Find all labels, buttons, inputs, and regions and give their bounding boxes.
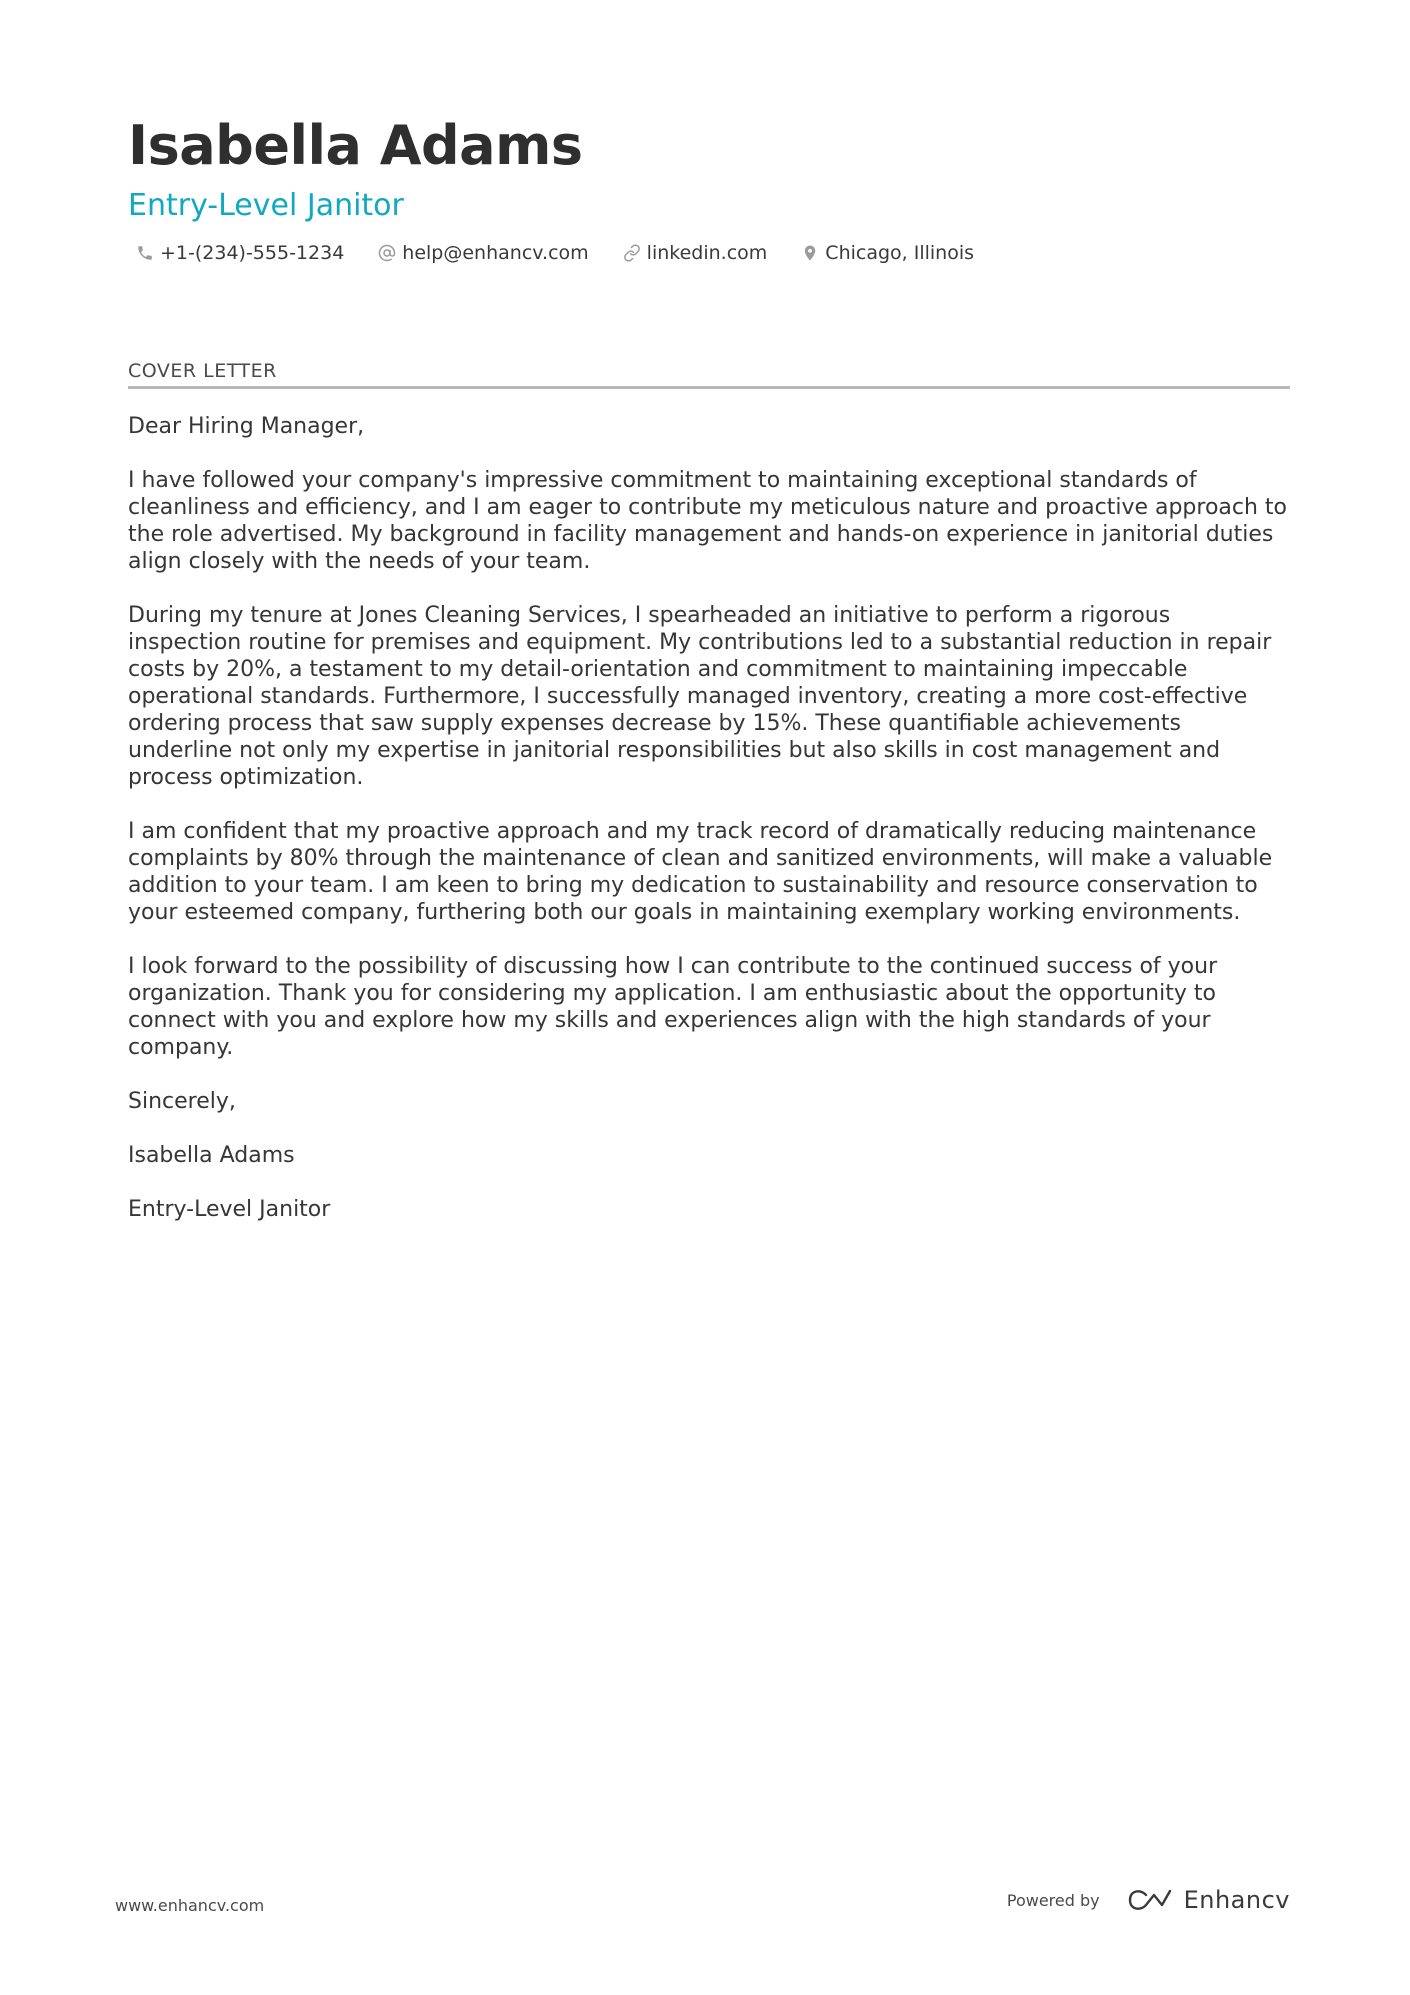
letter-paragraph: I have followed your company's impressive commitment to maintaining exceptional standards of cleanliness and efficiency, and I am eager to contribute my meticulous nature and proactive approach to the role advertised. My background in facility management and hands-on experience in janitorial duties align closely with the needs of your team. bbox=[128, 468, 1288, 574]
link-icon bbox=[623, 244, 641, 262]
letter-paragraph: During my tenure at Jones Cleaning Services, I spearheaded an initiative to perform a rigorous inspection routine for premises and equipment. My contributions led to a substantial reduction in repair costs by 20%, a testament to my detail-orientation and commitment to maintaining impeccable operational standards. Furthermore, I successfully managed inventory, creating a more cost-effective ordering process that saw supply expenses decrease by 15%. These quantifiable achievements underline not only my expertise in janitorial responsibilities but also skills in cost management and process optimization. bbox=[128, 603, 1272, 790]
location-pin-icon bbox=[801, 244, 819, 262]
brand-name: Enhancv bbox=[1183, 1886, 1290, 1914]
contact-info bbox=[128, 242, 1288, 264]
enhancv-logo-icon bbox=[1126, 1887, 1172, 1913]
letter-paragraph: I am confident that my proactive approach and my track record of dramatically reducing maintenance complaints by 80% through the maintenance of clean and sanitized environments, will make a valuable addition to your team. I am keen to bring my dedication to sustainability and resource conservation to your esteemed company, furthering both our goals in maintaining exemplary working environments. bbox=[128, 819, 1273, 925]
footer-branding bbox=[1007, 1886, 1290, 1914]
contact-linkedin[interactable] bbox=[615, 242, 768, 264]
job-title: Entry-Level Janitor bbox=[128, 188, 404, 223]
header bbox=[128, 112, 1288, 264]
signature-title: Entry-Level Janitor bbox=[128, 1197, 331, 1222]
footer-website[interactable]: www.enhancv.com bbox=[115, 1896, 265, 1915]
phone-icon bbox=[136, 244, 154, 262]
letter-body bbox=[128, 413, 1290, 1223]
at-icon bbox=[378, 244, 396, 262]
location-text: Chicago, Illinois bbox=[825, 242, 975, 264]
linkedin-text[interactable]: linkedin.com bbox=[646, 242, 768, 264]
cover-letter-section bbox=[128, 360, 1290, 1250]
closing: Sincerely, bbox=[128, 1089, 236, 1114]
section-title: COVER LETTER bbox=[128, 360, 1290, 389]
phone-text: +1-(234)-555-1234 bbox=[160, 242, 345, 264]
salutation: Dear Hiring Manager, bbox=[128, 414, 365, 439]
signature-name: Isabella Adams bbox=[128, 1143, 295, 1168]
contact-email[interactable] bbox=[370, 242, 588, 264]
applicant-name: Isabella Adams bbox=[128, 114, 583, 177]
email-text[interactable]: help@enhancv.com bbox=[402, 242, 589, 264]
letter-paragraph: I look forward to the possibility of discussing how I can contribute to the continued success of your organization. Thank you for considering my application. I am enthusiastic about the opportunity to connect with you and explore how my skills and experiences align with the high standards of your company. bbox=[128, 954, 1218, 1060]
contact-phone bbox=[128, 242, 344, 264]
powered-by-label: Powered by bbox=[1006, 1890, 1100, 1910]
contact-location bbox=[793, 242, 974, 264]
